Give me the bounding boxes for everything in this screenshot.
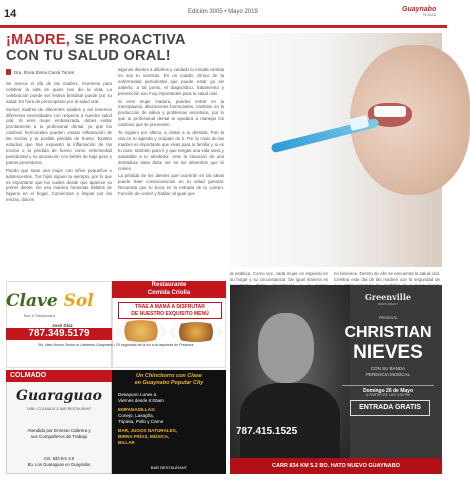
- clave-sol-tagline: Bar & Restaurant: [24, 313, 55, 318]
- menu-line: EMPANADILLAS:: [118, 407, 156, 412]
- menu-line: BILLAR: [118, 440, 135, 445]
- paragraph: algunos dientes a afilarlos y cuidado tu mirada cambia en sus tu sonrisas. En un cuadro clínico de la enfermedad periodontal que puede estar ya sin saberlo, a tal punto, el diagnóstico, tratamiento y prevención son muy importantes para tu salud oral.: [118, 67, 224, 96]
- paragraph: Se acerca el día de las madres, momento para celebrar la vida de quien nos dio la vida. La celebración puede ser festiva brindiste puede por su salud. Es hora de preocuparse por la salud oral.: [6, 81, 112, 104]
- greenville-phone: 787.415.1525: [236, 426, 298, 437]
- menu-line: Viernes desde 6:00am: [118, 398, 164, 403]
- menu-line: BIRRA FRÍAS, MÚSICA,: [118, 434, 170, 439]
- greenville-sub: RESTAURANT: [377, 302, 399, 306]
- presenta-label: PRESENTA: [378, 316, 398, 320]
- chinchorro-footer: BAR RESTAURANT: [150, 465, 188, 470]
- author-icon: [6, 69, 11, 75]
- article-photo-toothbrush: [230, 33, 442, 267]
- criolla-header: Restaurante Comida Criolla: [112, 281, 226, 298]
- edition-label: Edición 3005 • Mayo 2019: [188, 9, 258, 15]
- performer-photo: [230, 285, 350, 474]
- article-column-2: [118, 67, 224, 276]
- header-rule: [0, 25, 447, 28]
- paragraph: Te sugiero por último, a visitar a tu dentista. Pon la cita en tu agenda y ocúpate de ti. Por la crisis de las madres es importante que vivas para tu familia y, si es tu caso, también para ti y que tengas una vida sana y saludable a tu alrededor. Ante la situación de una dentadura sana debe ser en los alimentos que tú comes.: [118, 130, 224, 171]
- menu-line: Conejo, Lasagña,: [118, 413, 155, 418]
- menu-line: Desayuno Lunes a: [118, 392, 157, 397]
- byline-text: Dra. Rosa Elena Cantú Torres: [14, 69, 74, 75]
- title-highlight: ¡MADRE,: [6, 32, 71, 48]
- article-column-4: no favorece. Dentro de ello se encuentra la salud oral. Celebra este día de las madres con la seguridad de: [334, 271, 440, 282]
- paragraph: Puedo que seas una mujer con niños pequeños o adolescentes. Tus hijos siguen tu ejemplo, por lo que es importante que los cuides desde que aparece su primer diente. De esa manera fomentas hábitos de higiene en el hogar. Comienzas a limpiar por las encías, dulces: [6, 167, 112, 203]
- entry-badge: ENTRADA GRATIS: [350, 400, 430, 416]
- greenville-logo: Greenville: [365, 292, 411, 302]
- teeth-shape: [374, 106, 406, 117]
- paragraph: Somos madres de diferentes edades y así tenemos diferentes necesidades con respecto a nuestra salud oral. Si eres mujer embarazada, debes visitar prontamente a tu profesional dental, ya que los cambios hormonales pueden causar inflamación de las encías y la posible pérdida de hueso. Existen estudios que han expuesto la inflamación de las encías o la pérdida de hueso como enfermedad periodontal y su asociación con bebés de bajo peso y partos prematuros.: [6, 106, 112, 165]
- paragraph: La pérdida de los dientes que ocurrirán en las ideas puede traer consecuencias en tu salud general. Recuerda que tu boca es la entrada de tu cuerpo. Función de comer y hablar; al igual que: [118, 173, 224, 197]
- article-title: [6, 32, 186, 64]
- chinchorro-menu: [118, 392, 220, 446]
- clave-sol-address: Bo. Hato Nuevo Sector el Laberinto Guaynabo • 20 segundos de la luz a la izquierda de Frescura: [38, 343, 194, 347]
- performer-body: [240, 383, 340, 463]
- ad-greenville-concert[interactable]: [230, 285, 442, 474]
- criolla-tagline: TRAE A MAMÁ A DISFRUTAR DE NUESTRO EXQUISITO MENÚ: [118, 302, 222, 319]
- artist-last-name: NIEVES: [353, 342, 423, 363]
- article-column-3: la estética. Como vez, cada mujer es especial en su hogar y su circunstancia. De igual manera es: [230, 271, 328, 282]
- title-rest: SE PROACTIVA: [70, 32, 186, 48]
- byline: [6, 69, 74, 75]
- greenville-address: CARR 834 KM 5.2 BO. HATO NUEVO GUAYNABO: [230, 458, 442, 474]
- chinchorro-header: Un Chinchorro con Clase en Guaynabo Popular City: [134, 373, 204, 386]
- clave-sol-owner: José Díaz: [52, 323, 73, 328]
- publication-logo: Guaynabo CIUDAD: [402, 6, 437, 17]
- guaraguao-contact: Cel. 833 Km 3.9 Bo. Los Guaraguao en Guaynabo: [27, 456, 91, 467]
- page-number: 14: [4, 8, 17, 20]
- clave-sol-logo: Clave Sol: [6, 291, 94, 311]
- band-line: CON SU BANDA PERENCIA MUSICAL: [365, 366, 410, 377]
- guaraguao-attended: Atendido por Ernesto Cabrera y sus Compañeros de Trabajo: [27, 428, 91, 439]
- food-plate-image: [116, 320, 166, 342]
- menu-line: BAR, JUGOS NATURALES,: [118, 428, 178, 433]
- paragraph: Si eres mujer madura, puedes entrar en la menopausia, alteraciones hormonales, cambios en la producción de saliva y problemas sensitivos, por lo que tu profesional dental te ayudará a manejar los cambios que se presenten.: [118, 98, 224, 128]
- guaraguao-subtitle: 1986 • COLMADO & BAR RESTAURANT: [26, 407, 92, 411]
- guaraguao-logo: Guaraguao: [15, 388, 103, 404]
- event-time: A PARTIR DE LAS 3:00 PM: [365, 393, 411, 397]
- colmado-band: COLMADO: [6, 370, 112, 382]
- article-column-1: [6, 81, 112, 271]
- menu-line: Tripleta, Pollo y Carne: [118, 419, 164, 424]
- title-line2: CON TU SALUD ORAL!: [6, 48, 171, 64]
- food-plate-image: [170, 322, 222, 342]
- artist-first-name: CHRISTIAN: [344, 324, 432, 341]
- clave-sol-phone: 787.349.5179: [6, 328, 112, 340]
- event-date: Domingo 26 de Mayo: [342, 385, 434, 394]
- performer-head: [258, 313, 314, 383]
